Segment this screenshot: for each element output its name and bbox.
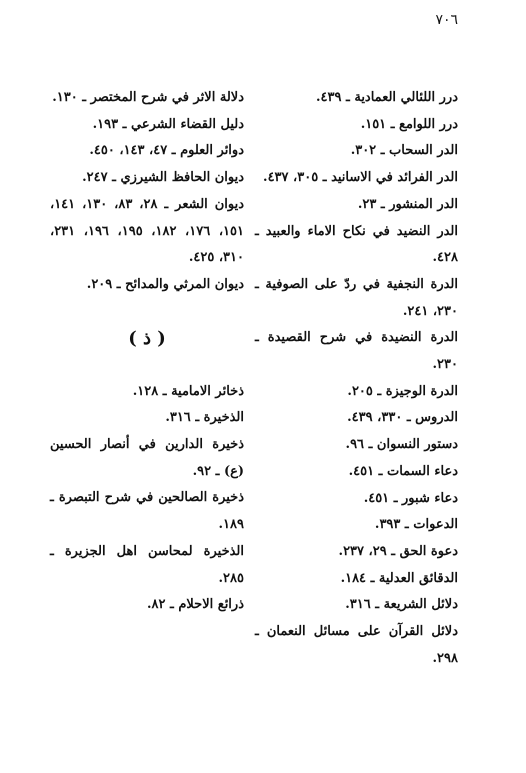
- index-entry: دعوة الحق ـ ٢٩، ٢٣٧.: [338, 543, 458, 559]
- index-entry: الدرة النجفية في ردّ على الصوفية ـ ٢٣٠، ٢٤١.: [255, 276, 458, 319]
- index-entry: الدر المنشور ـ ٢٣.: [357, 196, 458, 212]
- index-entry: الدروس ـ ٣٣٠، ٤٣٩.: [347, 410, 458, 426]
- index-entry: الدعوات ـ ٣٩٣.: [374, 517, 458, 533]
- index-entry: ديوان الشعر ـ ٢٨، ٨٣، ١٣٠، ١٤١، ١٥١، ١٧٦، ١٨٢، ١٩٥، ١٩٦، ٢٣١، ٣١٠، ٤٢٥.: [50, 196, 244, 266]
- index-entry: الذخيرة ـ ٣١٦.: [165, 410, 244, 426]
- index-entry: الدرة الوجيزة ـ ٢٠٥.: [347, 383, 458, 399]
- index-entry: الدر النضيد في نكاح الاماء والعبيد ـ ٤٢٨.: [255, 223, 458, 266]
- index-column-left: [50, 85, 244, 619]
- index-entry: ذرائع الاحلام ـ ٨٢.: [147, 597, 244, 613]
- index-column-right: [255, 85, 458, 672]
- index-entry: ديوان الحافظ الشيرزي ـ ٢٤٧.: [82, 170, 244, 186]
- index-entry: الذخيرة لمحاسن اهل الجزيرة ـ ٢٨٥.: [50, 543, 244, 586]
- index-entry: دعاء شبور ـ ٤٥١.: [363, 490, 458, 506]
- index-entry: درر اللئالي العمادية ـ ٤٣٩.: [316, 90, 458, 105]
- index-entry: ذخائر الامامية ـ ١٢٨.: [132, 383, 244, 399]
- index-entry: الدر الفرائد في الاسانيد ـ ٣٠٥، ٤٣٧.: [263, 170, 458, 186]
- index-entry: الدقائق العدلية ـ ١٨٤.: [340, 570, 458, 586]
- index-entry: دليل القضاء الشرعي ـ ١٩٣.: [92, 116, 244, 132]
- letter-heading: ( ذ ): [128, 327, 166, 349]
- index-entry: ذخيرة الدارين في أنصار الحسين (ع) ـ ٩٢.: [50, 437, 244, 479]
- index-entry: دلالة الاثر في شرح المختصر ـ ١٣٠.: [52, 90, 244, 105]
- index-entry: درر اللوامع ـ ١٥١.: [360, 116, 458, 132]
- index-entry: ذخيرة الصالحين في شرح التبصرة ـ ١٨٩.: [50, 490, 244, 533]
- index-entry: دلائل الشريعة ـ ٣١٦.: [345, 597, 458, 613]
- index-entry: الدرة النضيدة في شرح القصيدة ـ ٢٣٠.: [255, 330, 458, 373]
- index-entry: الدر السحاب ـ ٣٠٢.: [350, 143, 458, 159]
- index-entry: ديوان المرثي والمدائح ـ ٢٠٩.: [86, 276, 244, 292]
- index-entry: دلائل القرآن على مسائل النعمان ـ ٢٩٨.: [255, 624, 458, 666]
- index-entry: دوائر العلوم ـ ٤٧، ١٤٣، ٤٥٠.: [89, 143, 244, 159]
- index-entry: دستور النسوان ـ ٩٦.: [345, 437, 458, 453]
- page-number: ٧٠٦: [435, 12, 458, 28]
- index-entry: دعاء السمات ـ ٤٥١.: [348, 463, 458, 479]
